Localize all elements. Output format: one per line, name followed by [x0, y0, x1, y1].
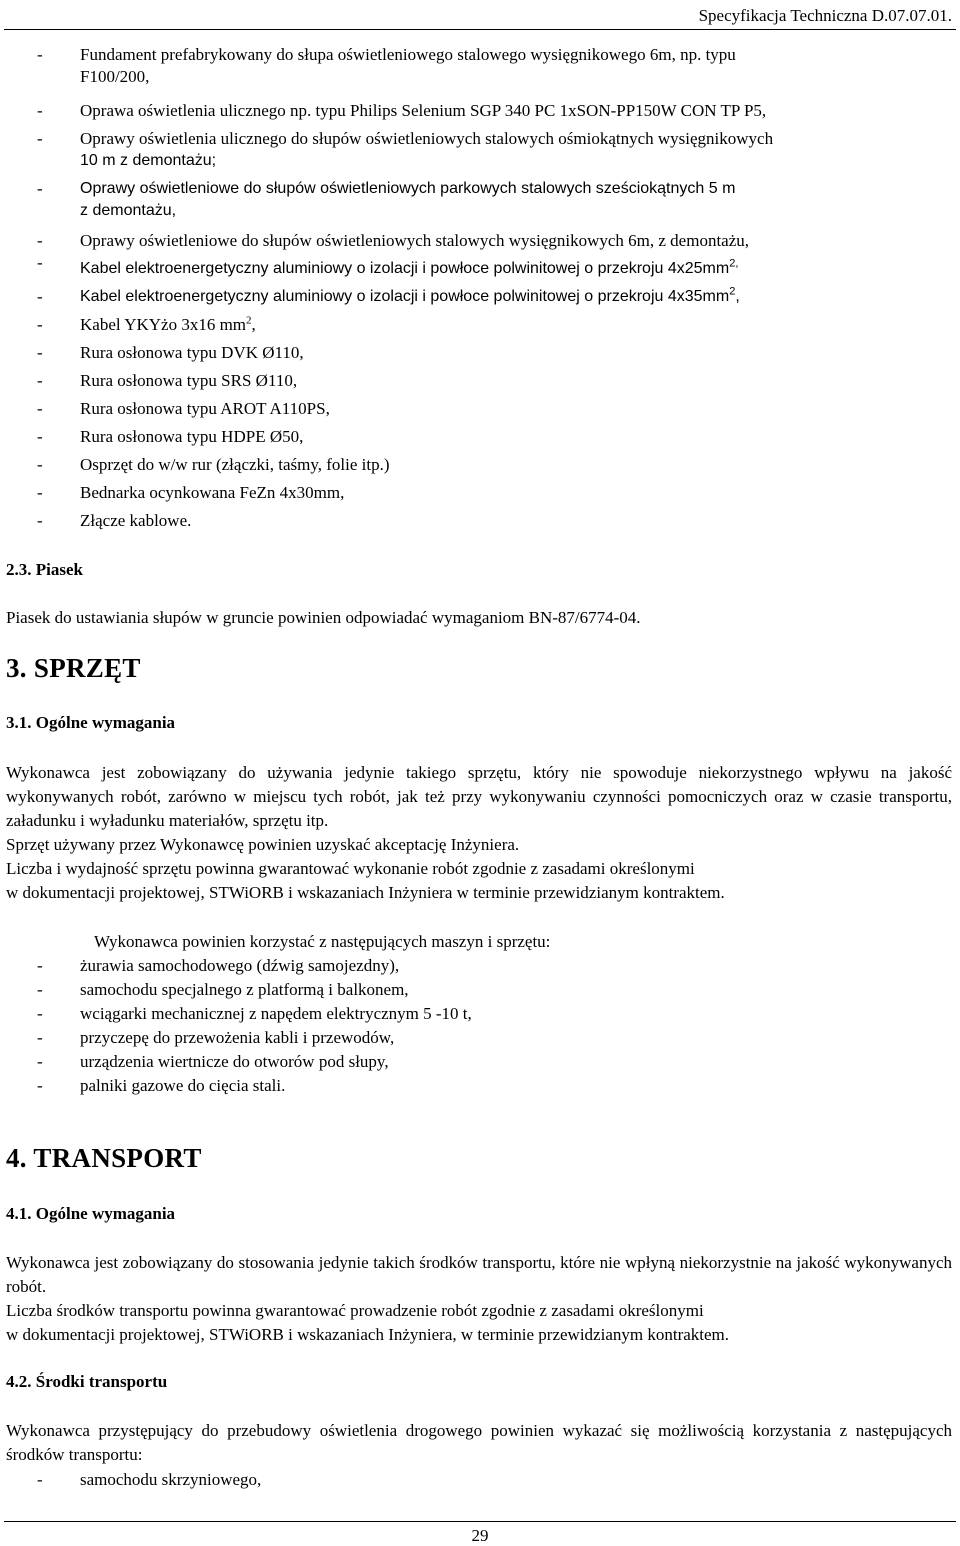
header-divider: [4, 29, 956, 30]
list-item: - Oprawy oświetleniowe do słupów oświetleniowych parkowych stalowych sześciokątnych 5 m z demontażu,: [6, 178, 948, 222]
list-item-line: 10 m z demontażu;: [80, 152, 217, 169]
transport-list: [6, 1468, 948, 1492]
list-item: - Oprawy oświetleniowe do słupów oświetleniowych stalowych wysięgnikowych 6m, z demontażu,: [6, 230, 948, 252]
list-item: - przyczepę do przewożenia kabli i przewodów,: [37, 1028, 395, 1047]
list-item-line: Złącze kablowe.: [80, 511, 192, 530]
list-item: - Kabel elektroenergetyczny aluminiowy o izolacji i powłoce polwinitowej o przekroju $4x25mm^{2,}$: [6, 258, 948, 280]
list-item-line: Bednarka ocynkowana FeZn 4x30mm,: [80, 483, 345, 502]
list-item-line: Rura osłonowa typu DVK Ø110,: [80, 343, 304, 362]
section-4-paragraph: [6, 1251, 952, 1347]
spec-title: Specyfikacja Techniczna D.07.07.01.: [698, 6, 952, 25]
list-item: - samochodu specjalnego z platformą i balkonem,: [37, 980, 409, 999]
list-item-line: z demontażu,: [80, 202, 177, 219]
list-item-line: Oprawy oświetlenia ulicznego do słupów oświetleniowych stalowych ośmiokątnych wysięgnikowych: [80, 129, 774, 148]
materials-list: [6, 44, 948, 532]
section-heading-3: 3. SPRZĘT: [6, 653, 141, 683]
list-item-line: Oprawa oświetlenia ulicznego np. typu Philips Selenium SGP 340 PC 1xSON-PP150W CON TP P5,: [80, 101, 767, 120]
list-item: - Osprzęt do w/w rur (złączki, taśmy, folie itp.): [6, 454, 948, 476]
list-item: - Rura osłonowa typu HDPE Ø50,: [6, 426, 948, 448]
list-item: - Kabel YKYżo 3x16 $mm^2$,: [6, 314, 948, 336]
paragraph-text: Wykonawca jest zobowiązany do stosowania jedynie takich środków transportu, które nie wpłyną niekorzystnie na jakość wykonywanych robót.: [6, 1253, 952, 1296]
list-item-line: Kabel elektroenergetyczny aluminiowy o izolacji i powłoce polwinitowej o przekroju $4x25mm^{2,}$: [80, 257, 739, 277]
section-heading-4: 4. TRANSPORT: [6, 1143, 202, 1173]
section-heading-4-2: 4.2. Środki transportu: [6, 1372, 168, 1391]
list-item-line: Kabel YKYżo 3x16 $mm^2$,: [80, 314, 256, 334]
footer-divider: [4, 1521, 956, 1522]
list-item-line: Oprawy oświetleniowe do słupów oświetleniowych parkowych stalowych sześciokątnych 5 m: [80, 180, 736, 197]
list-item: - palniki gazowe do cięcia stali.: [37, 1076, 286, 1095]
equipment-intro: Wykonawca powinien korzystać z następujących maszyn i sprzętu:: [94, 932, 551, 951]
section-2-3-text: Piasek do ustawiania słupów w gruncie powinien odpowiadać wymaganiom BN-87/6774-04.: [6, 608, 641, 627]
list-item-line: Rura osłonowa typu HDPE Ø50,: [80, 427, 304, 446]
equipment-list: [6, 954, 948, 1098]
list-item: - wciągarki mechanicznej z napędem elektrycznym 5 -10 t,: [37, 1004, 472, 1023]
section-4-2-paragraph: Wykonawca przystępujący do przebudowy oświetlenia drogowego powinien wykazać się możliwością korzystania z następujących środków transportu:: [6, 1421, 952, 1464]
paragraph-text: Liczba środków transportu powinna gwarantować prowadzenie robót zgodnie z zasadami określonymi: [6, 1301, 704, 1320]
list-item: - Oprawy oświetlenia ulicznego do słupów oświetleniowych stalowych ośmiokątnych wysięgnikowych 10 m z demontażu;: [6, 128, 948, 172]
list-item: - Fundament prefabrykowany do słupa oświetleniowego stalowego wysięgnikowego 6m, np. typu F100/200,: [6, 44, 948, 88]
section-heading-3-1: 3.1. Ogólne wymagania: [6, 713, 176, 732]
list-item: - Złącze kablowe.: [6, 510, 948, 532]
list-item-line: Rura osłonowa typu AROT A110PS,: [80, 399, 330, 418]
document-header: [699, 6, 952, 26]
paragraph-text: w dokumentacji projektowej, STWiORB i wskazaniach Inżyniera, w terminie przewidzianym kontraktem.: [6, 1325, 730, 1344]
list-item: - Rura osłonowa typu AROT A110PS,: [6, 398, 948, 420]
list-item-line: Kabel elektroenergetyczny aluminiowy o izolacji i powłoce polwinitowej o przekroju $4x35mm^2$,: [80, 285, 740, 305]
list-item: - Rura osłonowa typu DVK Ø110,: [6, 342, 948, 364]
section-3-paragraph: [6, 761, 952, 905]
list-item: - samochodu skrzyniowego,: [37, 1470, 262, 1489]
list-item: - urządzenia wiertnicze do otworów pod słupy,: [37, 1052, 389, 1071]
list-item-line: Osprzęt do w/w rur (złączki, taśmy, folie itp.): [80, 455, 390, 474]
page-number: 29: [471, 1526, 489, 1545]
list-item-line: Fundament prefabrykowany do słupa oświetleniowego stalowego wysięgnikowego 6m, np. typu: [80, 45, 736, 64]
paragraph-text: Sprzęt używany przez Wykonawcę powinien uzyskać akceptację Inżyniera.: [6, 835, 520, 854]
paragraph-text: Wykonawca jest zobowiązany do używania jedynie takiego sprzętu, który nie spowoduje niekorzystnego wpływu na jakość wykonywanych robót, zarówno w miejscu tych robót, jak też przy wykonywaniu czynności pomocniczych oraz w czasie transportu, załadunku i wyładunku materiałów, sprzętu itp.: [6, 763, 952, 830]
list-item: - Kabel elektroenergetyczny aluminiowy o izolacji i powłoce polwinitowej o przekroju $4x35mm^2$,: [6, 286, 948, 308]
list-item-line: Oprawy oświetleniowe do słupów oświetleniowych stalowych wysięgnikowych 6m, z demontażu,: [80, 231, 750, 250]
section-heading-4-1: 4.1. Ogólne wymagania: [6, 1204, 176, 1223]
paragraph-text: Liczba i wydajność sprzętu powinna gwarantować wykonanie robót zgodnie z zasadami określonymi: [6, 859, 695, 878]
list-item-line: Rura osłonowa typu SRS Ø110,: [80, 371, 298, 390]
section-heading-2-3: 2.3. Piasek: [6, 560, 83, 579]
list-item: - Oprawa oświetlenia ulicznego np. typu Philips Selenium SGP 340 PC 1xSON-PP150W CON TP P5,: [6, 100, 948, 122]
list-item: - żurawia samochodowego (dźwig samojezdny),: [37, 956, 400, 975]
paragraph-text: w dokumentacji projektowej, STWiORB i wskazaniach Inżyniera w terminie przewidzianym kontraktem.: [6, 883, 725, 902]
list-item: - Rura osłonowa typu SRS Ø110,: [6, 370, 948, 392]
list-item: - Bednarka ocynkowana FeZn 4x30mm,: [6, 482, 948, 504]
list-item-line: F100/200,: [80, 67, 150, 86]
